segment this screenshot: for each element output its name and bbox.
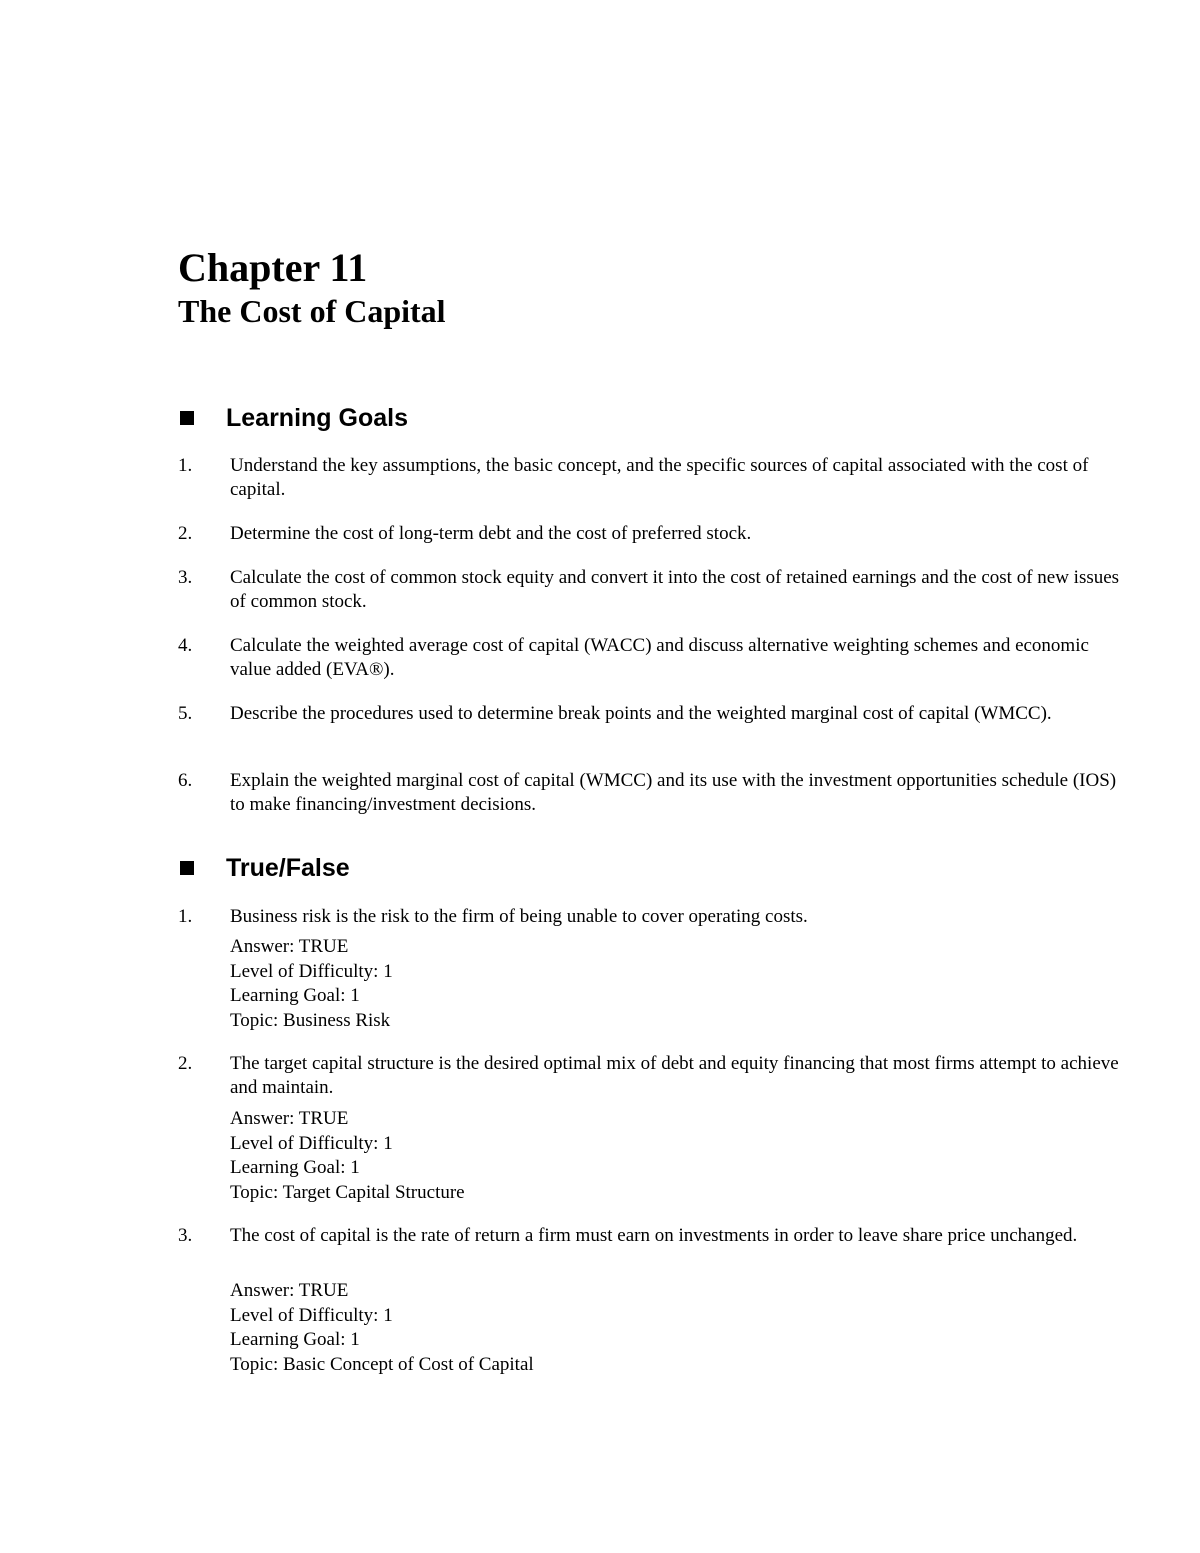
question-topic: Topic: Target Capital Structure bbox=[230, 1181, 465, 1203]
true-false-heading-text: True/False bbox=[226, 853, 350, 882]
question-details bbox=[230, 1279, 534, 1377]
square-bullet-icon bbox=[180, 861, 194, 875]
question-difficulty: Level of Difficulty: 1 bbox=[230, 960, 393, 982]
learning-goals-heading bbox=[178, 403, 408, 433]
learning-goal-number: 6. bbox=[178, 770, 193, 791]
learning-goal-text: Calculate the weighted average cost of capital (WACC) and discuss alternative weighting schemes and economic value added (EVA®). bbox=[230, 635, 1089, 680]
question-difficulty: Level of Difficulty: 1 bbox=[230, 1304, 393, 1326]
question-answer: Answer: TRUE bbox=[230, 1280, 349, 1301]
learning-goal-number: 2. bbox=[178, 523, 193, 544]
learning-goal-number: 3. bbox=[178, 567, 193, 588]
question-difficulty: Level of Difficulty: 1 bbox=[230, 1132, 393, 1154]
question-number: 3. bbox=[178, 1225, 193, 1246]
question-answer: Answer: TRUE bbox=[230, 936, 349, 957]
question-details bbox=[230, 1107, 465, 1205]
learning-goal-text: Describe the procedures used to determine break points and the weighted marginal cost of capital (WMCC). bbox=[230, 703, 1052, 724]
learning-goal-number: 4. bbox=[178, 635, 193, 656]
square-bullet-icon bbox=[180, 411, 194, 425]
question-details bbox=[230, 935, 393, 1033]
question-topic: Topic: Business Risk bbox=[230, 1009, 391, 1031]
question-topic: Topic: Basic Concept of Cost of Capital bbox=[230, 1353, 534, 1375]
learning-goal-text: Understand the key assumptions, the basic concept, and the specific sources of capital associated with the cost of capital. bbox=[230, 455, 1089, 500]
question-number: 1. bbox=[178, 906, 193, 927]
question-learning-goal: Learning Goal: 1 bbox=[230, 1329, 360, 1351]
learning-goal-text: Calculate the cost of common stock equity and convert it into the cost of retained earnings and the cost of new issues of common stock. bbox=[230, 567, 1120, 612]
question-text: Business risk is the risk to the firm of being unable to cover operating costs. bbox=[230, 906, 808, 927]
question-learning-goal: Learning Goal: 1 bbox=[230, 985, 360, 1007]
question-text: The target capital structure is the desired optimal mix of debt and equity financing that most firms attempt to achieve and maintain. bbox=[230, 1053, 1119, 1098]
chapter-title: The Cost of Capital bbox=[178, 293, 446, 329]
learning-goal-number: 1. bbox=[178, 455, 193, 476]
question-learning-goal: Learning Goal: 1 bbox=[230, 1157, 360, 1179]
question-number: 2. bbox=[178, 1053, 193, 1074]
learning-goal-number: 5. bbox=[178, 703, 193, 724]
learning-goal-text: Explain the weighted marginal cost of capital (WMCC) and its use with the investment opportunities schedule (IOS) to make financing/investment decisions. bbox=[230, 770, 1117, 815]
learning-goal-text: Determine the cost of long-term debt and the cost of preferred stock. bbox=[230, 523, 752, 544]
question-text: The cost of capital is the rate of return a firm must earn on investments in order to leave share price unchanged. bbox=[230, 1225, 1078, 1246]
question-answer: Answer: TRUE bbox=[230, 1108, 349, 1129]
chapter-number: Chapter 11 bbox=[178, 245, 368, 290]
learning-goals-heading-text: Learning Goals bbox=[226, 403, 408, 432]
true-false-heading bbox=[178, 853, 350, 883]
